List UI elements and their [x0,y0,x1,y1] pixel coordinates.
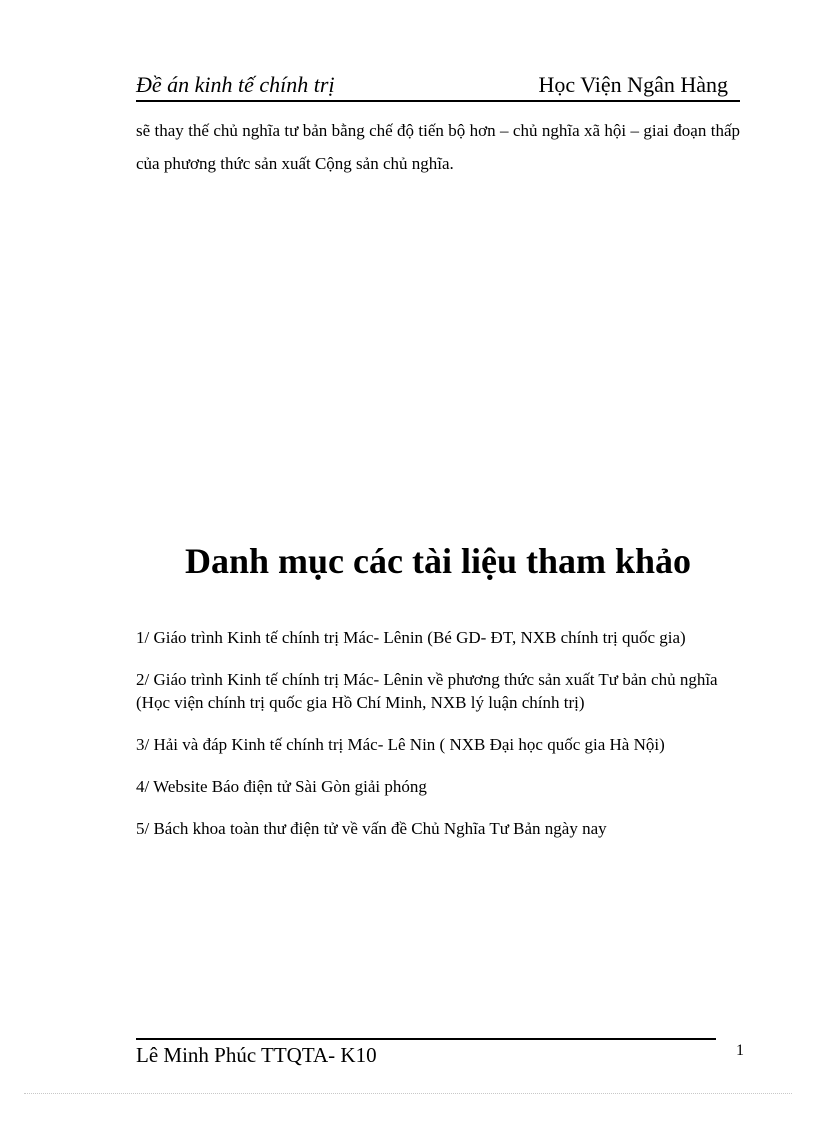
body-paragraph: sẽ thay thế chủ nghĩa tư bản bằng chế độ tiến bộ hơn – chủ nghĩa xã hội – giai đoạn thấp của phương thức sản xuất Cộng sản chủ nghĩa. [136,121,740,173]
reference-item: 3/ Hải và đáp Kinh tế chính trị Mác- Lê Nin ( NXB Đại học quốc gia Hà Nội) [136,735,665,754]
page-header [136,70,740,102]
author-name: Lê Minh Phúc TTQTA- K10 [136,1043,377,1067]
reference-item: 5/ Bách khoa toàn thư điện tử về vấn đề Chủ Nghĩa Tư Bản ngày nay [136,819,607,838]
references-list [136,626,740,859]
institution-name: Học Viện Ngân Hàng [538,72,728,97]
references-title: Danh mục các tài liệu tham khảo [184,541,692,581]
page-edge-divider [24,1093,792,1094]
document-title: Đề án kinh tế chính trị [136,72,335,97]
reference-item: 2/ Giáo trình Kinh tế chính trị Mác- Lênin về phương thức sản xuất Tư bản chủ nghĩa (Học viện chính trị quốc gia Hồ Chí Minh, NXB lý luận chính trị) [136,670,718,712]
reference-item: 1/ Giáo trình Kinh tế chính trị Mác- Lênin (Bé GD- ĐT, NXB chính trị quốc gia) [136,628,686,647]
footer-divider [136,1038,716,1040]
reference-item: 4/ Website Báo điện tử Sài Gòn giải phóng [136,777,427,796]
body-section [136,114,740,180]
page-number: 1 [736,1042,744,1059]
